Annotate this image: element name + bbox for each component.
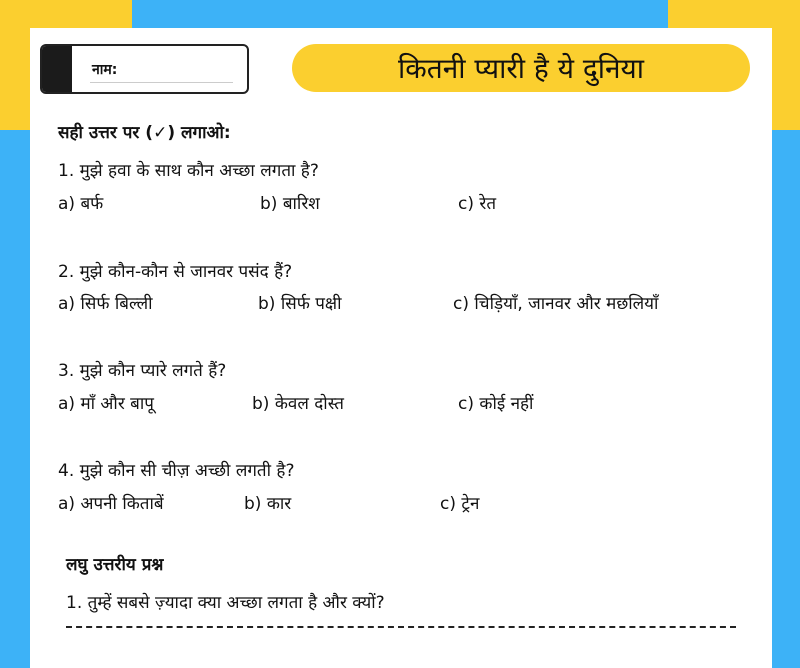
q3-option-a[interactable]: a) माँ और बापू: [58, 394, 154, 414]
short-answer-heading: लघु उत्तरीय प्रश्न: [66, 555, 164, 575]
q4-option-b[interactable]: b) कार: [244, 494, 292, 514]
question-3: 3. मुझे कौन प्यारे लगते हैं?: [58, 361, 227, 381]
q2-option-b[interactable]: b) सिर्फ पक्षी: [258, 294, 342, 314]
name-writing-line: [90, 82, 233, 83]
q3-option-c[interactable]: c) कोई नहीं: [458, 394, 534, 414]
short-question-1: 1. तुम्हें सबसे ज़्यादा क्या अच्छा लगता है और क्यों?: [66, 593, 385, 613]
q4-option-a[interactable]: a) अपनी किताबें: [58, 494, 164, 514]
answer-line[interactable]: [66, 626, 736, 628]
q4-option-c[interactable]: c) ट्रेन: [440, 494, 480, 514]
name-field-tab: [42, 46, 72, 92]
worksheet-page: [30, 28, 772, 668]
q1-option-b[interactable]: b) बारिश: [260, 194, 320, 214]
q2-option-a[interactable]: a) सिर्फ बिल्ली: [58, 294, 153, 314]
name-label: नाम:: [92, 62, 118, 78]
q2-option-c[interactable]: c) चिड़ियाँ, जानवर और मछलियाँ: [453, 294, 659, 314]
page-title: कितनी प्यारी है ये दुनिया: [292, 44, 750, 92]
name-field[interactable]: [40, 44, 249, 94]
question-2: 2. मुझे कौन-कौन से जानवर पसंद हैं?: [58, 262, 293, 282]
question-1: 1. मुझे हवा के साथ कौन अच्छा लगता है?: [58, 161, 319, 181]
q1-option-a[interactable]: a) बर्फ: [58, 194, 104, 214]
question-4: 4. मुझे कौन सी चीज़ अच्छी लगती है?: [58, 461, 295, 481]
mcq-heading: सही उत्तर पर (✓) लगाओ:: [58, 123, 231, 143]
q1-option-c[interactable]: c) रेत: [458, 194, 497, 214]
q3-option-b[interactable]: b) केवल दोस्त: [252, 394, 344, 414]
